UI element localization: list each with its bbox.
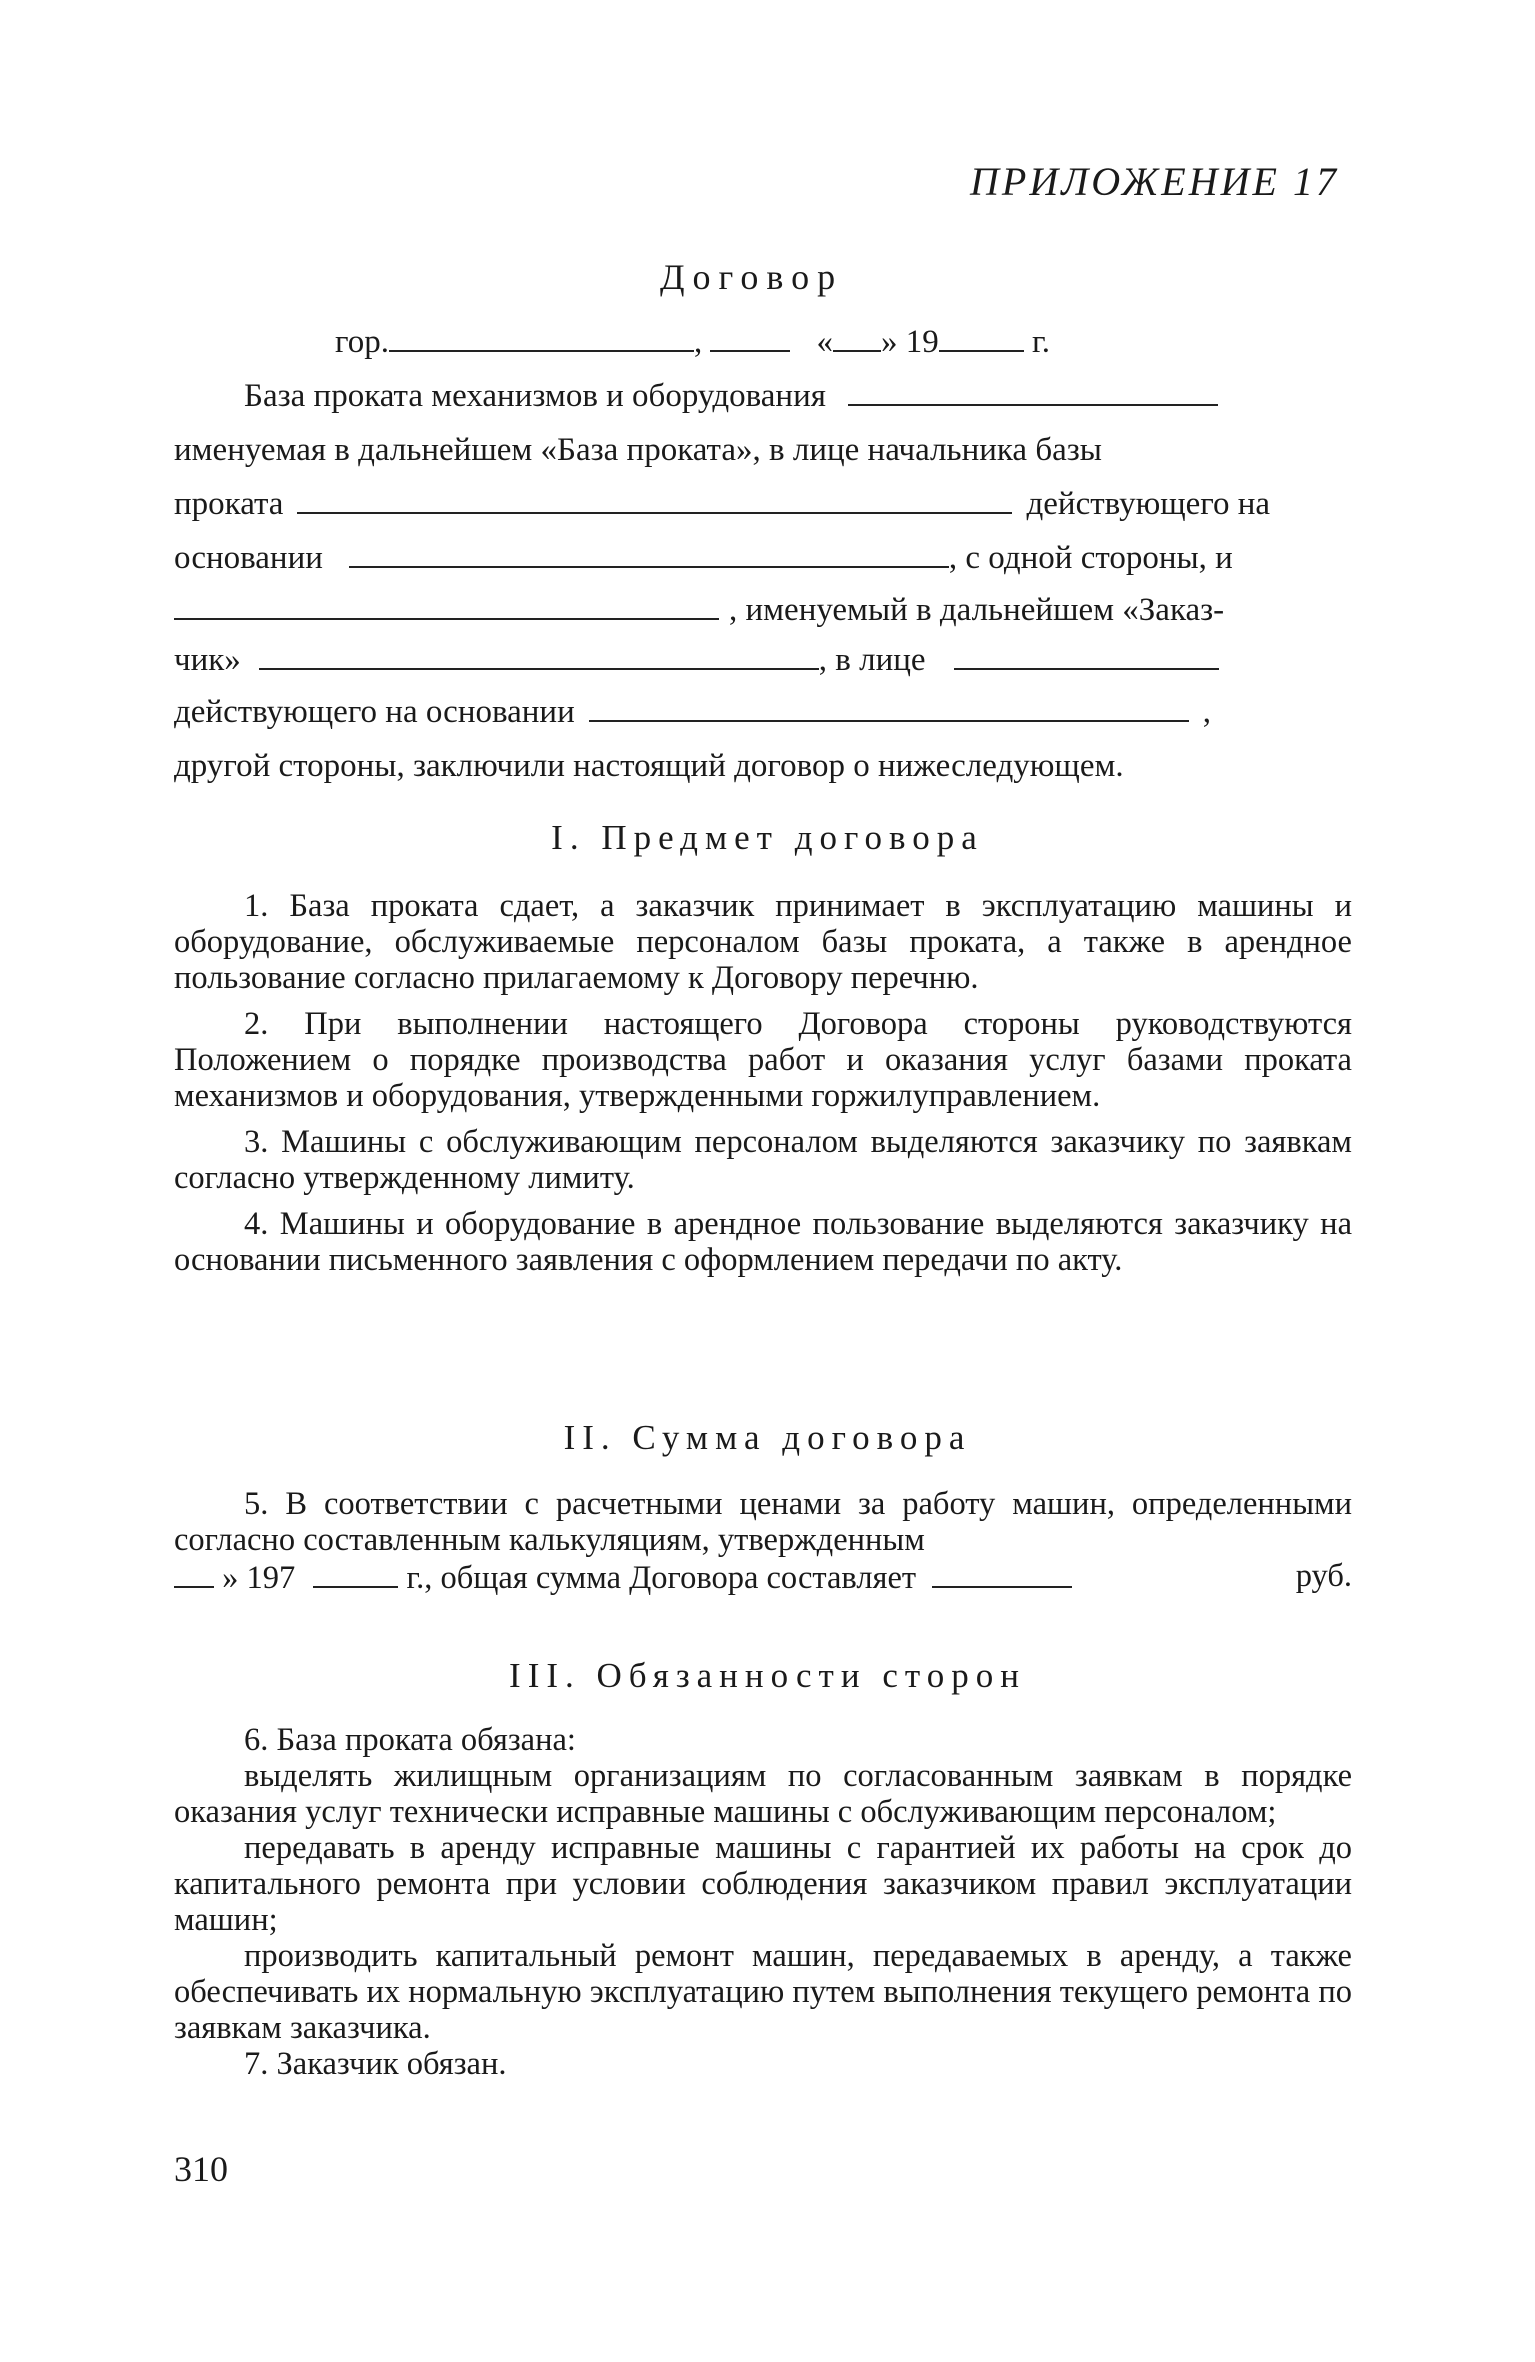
clause-7: 7. Заказчик обязан. [244, 2046, 507, 2082]
preamble-line-2: именуемая в дальнейшем «База проката», в лице начальника базы [174, 432, 1102, 468]
clause-2: 2. При выполнении настоящего Договора стороны руководствуются Положением о порядке производства работ и оказания услуг базами проката механизмов и оборудования, утвержденными горжилуправлением. [174, 1006, 1352, 1114]
basis-blank [349, 538, 949, 568]
clause-4: 4. Машины и оборудование в арендное пользование выделяются заказчику на основании письменного заявления с оформлением передачи по акту. [174, 1206, 1352, 1278]
approval-year-blank [313, 1558, 398, 1588]
page-number: 310 [174, 2149, 228, 2189]
duty-3: производить капитальный ремонт машин, передаваемых в аренду, а также обеспечивать их нормальную эксплуатацию путем выполнения текущего ремонта по заявкам заказчика. [174, 1938, 1352, 2046]
duty-2: передавать в аренду исправные машины с гарантией их работы на срок до капитального ремонта при условии соблюдения заказчиком правил эксплуатации машин; [174, 1830, 1352, 1938]
section-2-body [174, 1486, 1352, 1596]
clause-5: 5. В соответствии с расчетными ценами за работу машин, определенными согласно составленным калькуляциям, утвержденным [174, 1486, 1352, 1558]
month-blank [833, 322, 881, 352]
clause-3: 3. Машины с обслуживающим персоналом выделяются заказчику по заявкам согласно утвержденному лимиту. [174, 1124, 1352, 1196]
approval-date-blank [174, 1558, 214, 1588]
clause-1: 1. База проката сдает, а заказчик принимает в эксплуатацию машины и оборудование, обслуживаемые персоналом базы проката, а также в арендное пользование согласно прилагаемому к Договору перечню. [174, 888, 1352, 996]
section-1-body [174, 888, 1352, 1278]
preamble-line-6: чик» , в лице [174, 640, 1354, 680]
city-prefix: гор. [335, 324, 389, 360]
customer-basis-blank [589, 692, 1189, 722]
year-blank [939, 322, 1024, 352]
clause-5-sum-line: » 197 г., общая сумма Договора составляет руб. [174, 1558, 1352, 1596]
year-prefix: » 19 [880, 324, 939, 360]
appendix-label: ПРИЛОЖЕНИЕ 17 [970, 159, 1339, 204]
header-comma: , [693, 324, 703, 360]
preamble-line-8: другой стороны, заключили настоящий договор о нижеследующем. [174, 748, 1124, 784]
section-2-title: II. Сумма договора [563, 1418, 972, 1457]
preamble-line-7: действующего на основании , [174, 694, 1212, 730]
preamble-line-5: , именуемый в дальнейшем «Заказ- [174, 590, 1354, 630]
customer-name-blank [174, 590, 719, 620]
year-suffix: г. [1031, 324, 1051, 360]
section-1-title: I. Предмет договора [551, 818, 984, 857]
sum-blank [932, 1558, 1072, 1588]
preamble-line-1: База проката механизмов и оборудования [244, 376, 1424, 416]
city-blank [389, 322, 694, 352]
preamble-line-4: основании , с одной стороны, и [174, 540, 1233, 576]
base-head-blank [297, 484, 1012, 514]
customer-rep-blank [954, 640, 1219, 670]
header-city-date-line [335, 322, 1515, 362]
day-blank [710, 322, 790, 352]
section-3-body [174, 1722, 1352, 2082]
duty-1: выделять жилищным организациям по согласованным заявкам в порядке оказания услуг технически исправные машины с обслуживающим персоналом; [174, 1758, 1352, 1830]
quote-open: « [816, 324, 833, 360]
section-3-title: III. Обязанности сторон [509, 1656, 1026, 1695]
clause-6: 6. База проката обязана: [244, 1722, 576, 1758]
document-title: Договор [660, 257, 844, 297]
preamble-line-3: проката действующего на [174, 486, 1271, 522]
base-name-blank [848, 376, 1218, 406]
customer-blank [259, 640, 819, 670]
